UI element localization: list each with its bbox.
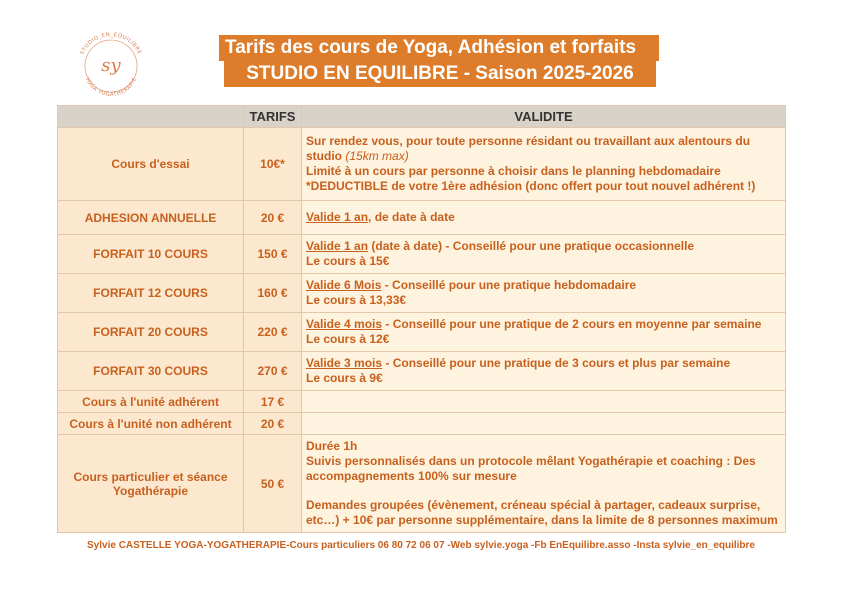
table-row <box>58 352 786 391</box>
validity-text: Limité à un cours par personne à choisir dans le planning hebdomadaire <box>306 164 721 178</box>
validity-duration: Valide 1 an <box>306 210 369 224</box>
row-price: 50 € <box>244 435 302 533</box>
row-price: 220 € <box>244 313 302 352</box>
row-name: FORFAIT 12 COURS <box>58 274 244 313</box>
validity-text: - Conseillé pour une pratique de 2 cours en moyenne par semaine <box>382 317 762 331</box>
per-course-price: Le cours à 9€ <box>306 371 383 385</box>
validity-duration: Valide 6 Mois <box>306 278 382 292</box>
validity-note: (15km max) <box>345 149 409 163</box>
row-name: Cours d'essai <box>58 128 244 201</box>
footer-contact: Sylvie CASTELLE YOGA-YOGATHERAPIE-Cours particuliers 06 80 72 06 07 -Web sylvie.yoga -Fb EnEquilibre.asso -Insta sylvie_en_equilibre <box>87 540 755 551</box>
table-header-row <box>58 106 786 128</box>
logo-ring-bottom: YOGA YOGATHERAPIE <box>83 76 139 99</box>
row-price: 20 € <box>244 201 302 235</box>
row-price: 270 € <box>244 352 302 391</box>
validity-text: (date à date) - Conseillé pour une pratique occasionnelle <box>368 239 695 253</box>
row-validity <box>302 274 786 313</box>
validity-text: , de date à date <box>368 210 455 224</box>
row-validity <box>302 435 786 533</box>
page-subtitle: STUDIO EN EQUILIBRE - Saison 2025-2026 <box>224 61 656 87</box>
page-title: Tarifs des cours de Yoga, Adhésion et forfaits <box>219 35 659 61</box>
header-empty <box>58 106 244 128</box>
row-price: 160 € <box>244 274 302 313</box>
row-validity <box>302 201 786 235</box>
row-name: FORFAIT 20 COURS <box>58 313 244 352</box>
validity-text: Suivis personnalisés dans un protocole mêlant Yogathérapie et coaching : Des accompagnements 100% sur mesure <box>306 454 756 483</box>
row-validity <box>302 413 786 435</box>
table-row <box>58 201 786 235</box>
svg-text:YOGA YOGATHERAPIE <box>83 76 138 98</box>
validity-text: - Conseillé pour une pratique hebdomadaire <box>381 278 637 292</box>
row-name: FORFAIT 30 COURS <box>58 352 244 391</box>
table-row <box>58 235 786 274</box>
row-validity <box>302 235 786 274</box>
validity-duration: Valide 3 mois <box>306 356 383 370</box>
validity-duration: Valide 1 an <box>306 239 369 253</box>
per-course-price: Le cours à 12€ <box>306 332 390 346</box>
validity-text: *DEDUCTIBLE de votre 1ère adhésion (donc offert pour tout nouvel adhérent !) <box>306 179 756 193</box>
row-validity <box>302 352 786 391</box>
row-price: 20 € <box>244 413 302 435</box>
row-validity <box>302 313 786 352</box>
row-name: ADHESION ANNUELLE <box>58 201 244 235</box>
table-row <box>58 391 786 413</box>
row-name: Cours particulier et séance Yogathérapie <box>58 435 244 533</box>
row-name: FORFAIT 10 COURS <box>58 235 244 274</box>
validity-text: - Conseillé pour une pratique de 3 cours et plus par semaine <box>382 356 731 370</box>
validity-duration: Valide 4 mois <box>306 317 383 331</box>
row-name: Cours à l'unité non adhérent <box>58 413 244 435</box>
row-price: 150 € <box>244 235 302 274</box>
validity-text: Sur rendez vous, pour toute personne résidant ou travaillant aux alentours du studio <box>306 134 751 163</box>
header-tarifs: TARIFS <box>244 106 302 128</box>
validity-text: Demandes groupées (évènement, créneau spécial à partager, cadeaux surprise, etc…) + 10€ par personne supplémentaire, dans la limite de 8 personnes maximum <box>306 498 778 527</box>
table-row <box>58 313 786 352</box>
logo-ring-top: STUDIO_EN_EQUILIBRE <box>79 31 143 56</box>
row-price: 17 € <box>244 391 302 413</box>
logo-monogram: sy <box>101 55 121 76</box>
table-row <box>58 413 786 435</box>
validity-text: Durée 1h <box>306 439 358 453</box>
spacer <box>306 484 781 498</box>
per-course-price: Le cours à 13,33€ <box>306 293 407 307</box>
table-row <box>58 274 786 313</box>
table-row <box>58 128 786 201</box>
per-course-price: Le cours à 15€ <box>306 254 390 268</box>
row-validity <box>302 128 786 201</box>
studio-logo <box>72 27 150 105</box>
row-name: Cours à l'unité adhérent <box>58 391 244 413</box>
price-table <box>57 105 786 533</box>
header-validite: VALIDITE <box>302 106 786 128</box>
row-validity <box>302 391 786 413</box>
table-row <box>58 435 786 533</box>
row-price: 10€* <box>244 128 302 201</box>
